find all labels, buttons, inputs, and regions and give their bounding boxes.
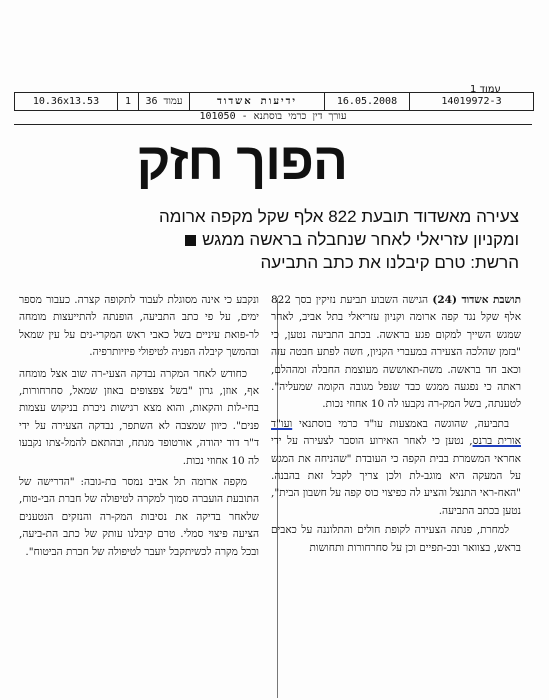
paragraph-5: כחודש לאחר המקרה נבדקה הצעי-רה שוב אצל מומחה אף, אוזן, גרון "בשל צפצופים באוזן שמאל, סחרחורות, בחי-לות והקאות, והוא מצא רגישות ניכרת בניקוש עצמות פנים". כיוון שמצבה לא השתפר, נבדקה הצעירה על ידי ד"ר דוד יהודה, אורטופד מנתח, ובהתאם להמל-צתו נקבעו לה 10 אחוזי נכות. [19, 367, 259, 467]
subhead-line-2-row [24, 228, 519, 251]
black-square-icon [185, 235, 196, 246]
underlined-lawyer-name: ועו"ד אורית ברנס [271, 417, 521, 448]
article-subhead [24, 205, 519, 274]
article-lead: תושבת אשדוד (24) [432, 294, 521, 306]
clipping-page: עמוד 36 [139, 93, 190, 110]
subhead-line-3: הרשת: טרם קיבלנו את כתב התביעה [260, 253, 519, 272]
publication-name: ידיעות אשדוד [190, 93, 325, 110]
paragraph-2 [271, 416, 521, 520]
paragraph-1-text: הגישה השבוע תביעת נזיקין בסך 822 אלף שקל נגד קפה ארומה וקניון עזריאלי בתל אביב, לאחר שמגש השייך למקום פגע בראשה. בכתב התביעה נטען, כי "בזמן שהלכה הצעירה במעברי הקניון, חשה לפתע חבטה עזה וכאב חד בראשה. משה-תאוששה מעוצמת החבלה ומההלם, ראתה כי נפגעה ממגש כבד שנפל מגובה הקומה שמעליה". לטענתה, בשל המק-רה נקבעו לה 10 אחוזי נכות. [271, 294, 521, 411]
paragraph-2-start: בתביעה, שהוגשה באמצעות עו"ד כרמי בוסתנאי [298, 417, 510, 430]
paragraph-2-end: , נטען כי לאחר האירוע הוסבר לצעירה על ידי אחראי המשמרת בבית הקפה כי העובדת "שהניחה את המגש על המעקה היא מוגב-לת ולכן צריך לקבל זאת בהבנה. "האח-ראי התנצל והציע לה כפיצוי כוס קפה על חשבון הבית", נטען בכתב התביעה. [271, 435, 521, 517]
article-headline: הפוך חזק [136, 133, 347, 191]
clipping-section: 1 [118, 93, 139, 110]
subhead-line-1: צעירה מאשדוד תובעת 822 אלף שקל מקפה ארומה [158, 207, 519, 226]
subhead-line-2: ומקניון עזריאלי לאחר שנחבלה בראשה ממגש [202, 230, 519, 249]
paragraph-3: למחרת, פנתה הצעירה לקופת חולים והתלוננה על כאבים בראש, בצוואר ובכ-תפיים וכן על סחרחורות ותחושות [271, 524, 521, 554]
clipping-code: 14019972-3 [441, 96, 502, 107]
paragraph-6: מקפה ארומה תל אביב נמסר בת-גובה: "הדרישה של התובעת הועברה סמוך למקרה לטיפולה של חברת הבי-טוח, שלאחר בדיקה את נסיבות המק-רה והנזקים הנטענים הציעה פיצוי סמלי. טרם קיבלנו עותק של כתב הת-ביעה, ובכל מקרה לכשיתקבל יועבר לטיפולה של חברת הביטוח". [19, 476, 259, 558]
paragraph-4: ונקבע כי אינה מסוגלת לעבוד לתקופה קצרה. כעבור מספר ימים, על פי כתב התביעה, הופנתה להתייעצות מומחה לר-פואת עיניים בשל כאבי ראש המקרי-נים על עין שמאל ובהמשך קיבלה הפניה לטיפולי פיזיותרפיה. [19, 294, 259, 359]
client-byline: עורך דין כרמי בוסתנא - 101050 [14, 109, 532, 125]
clipping-date: 16.05.2008 [325, 93, 410, 110]
article-column-right [271, 292, 521, 557]
article-column-left [19, 292, 259, 561]
paragraph-1 [271, 292, 521, 414]
page-number-label: עמוד 1 [470, 84, 501, 95]
clipping-size: 10.36x13.53 [15, 93, 118, 110]
